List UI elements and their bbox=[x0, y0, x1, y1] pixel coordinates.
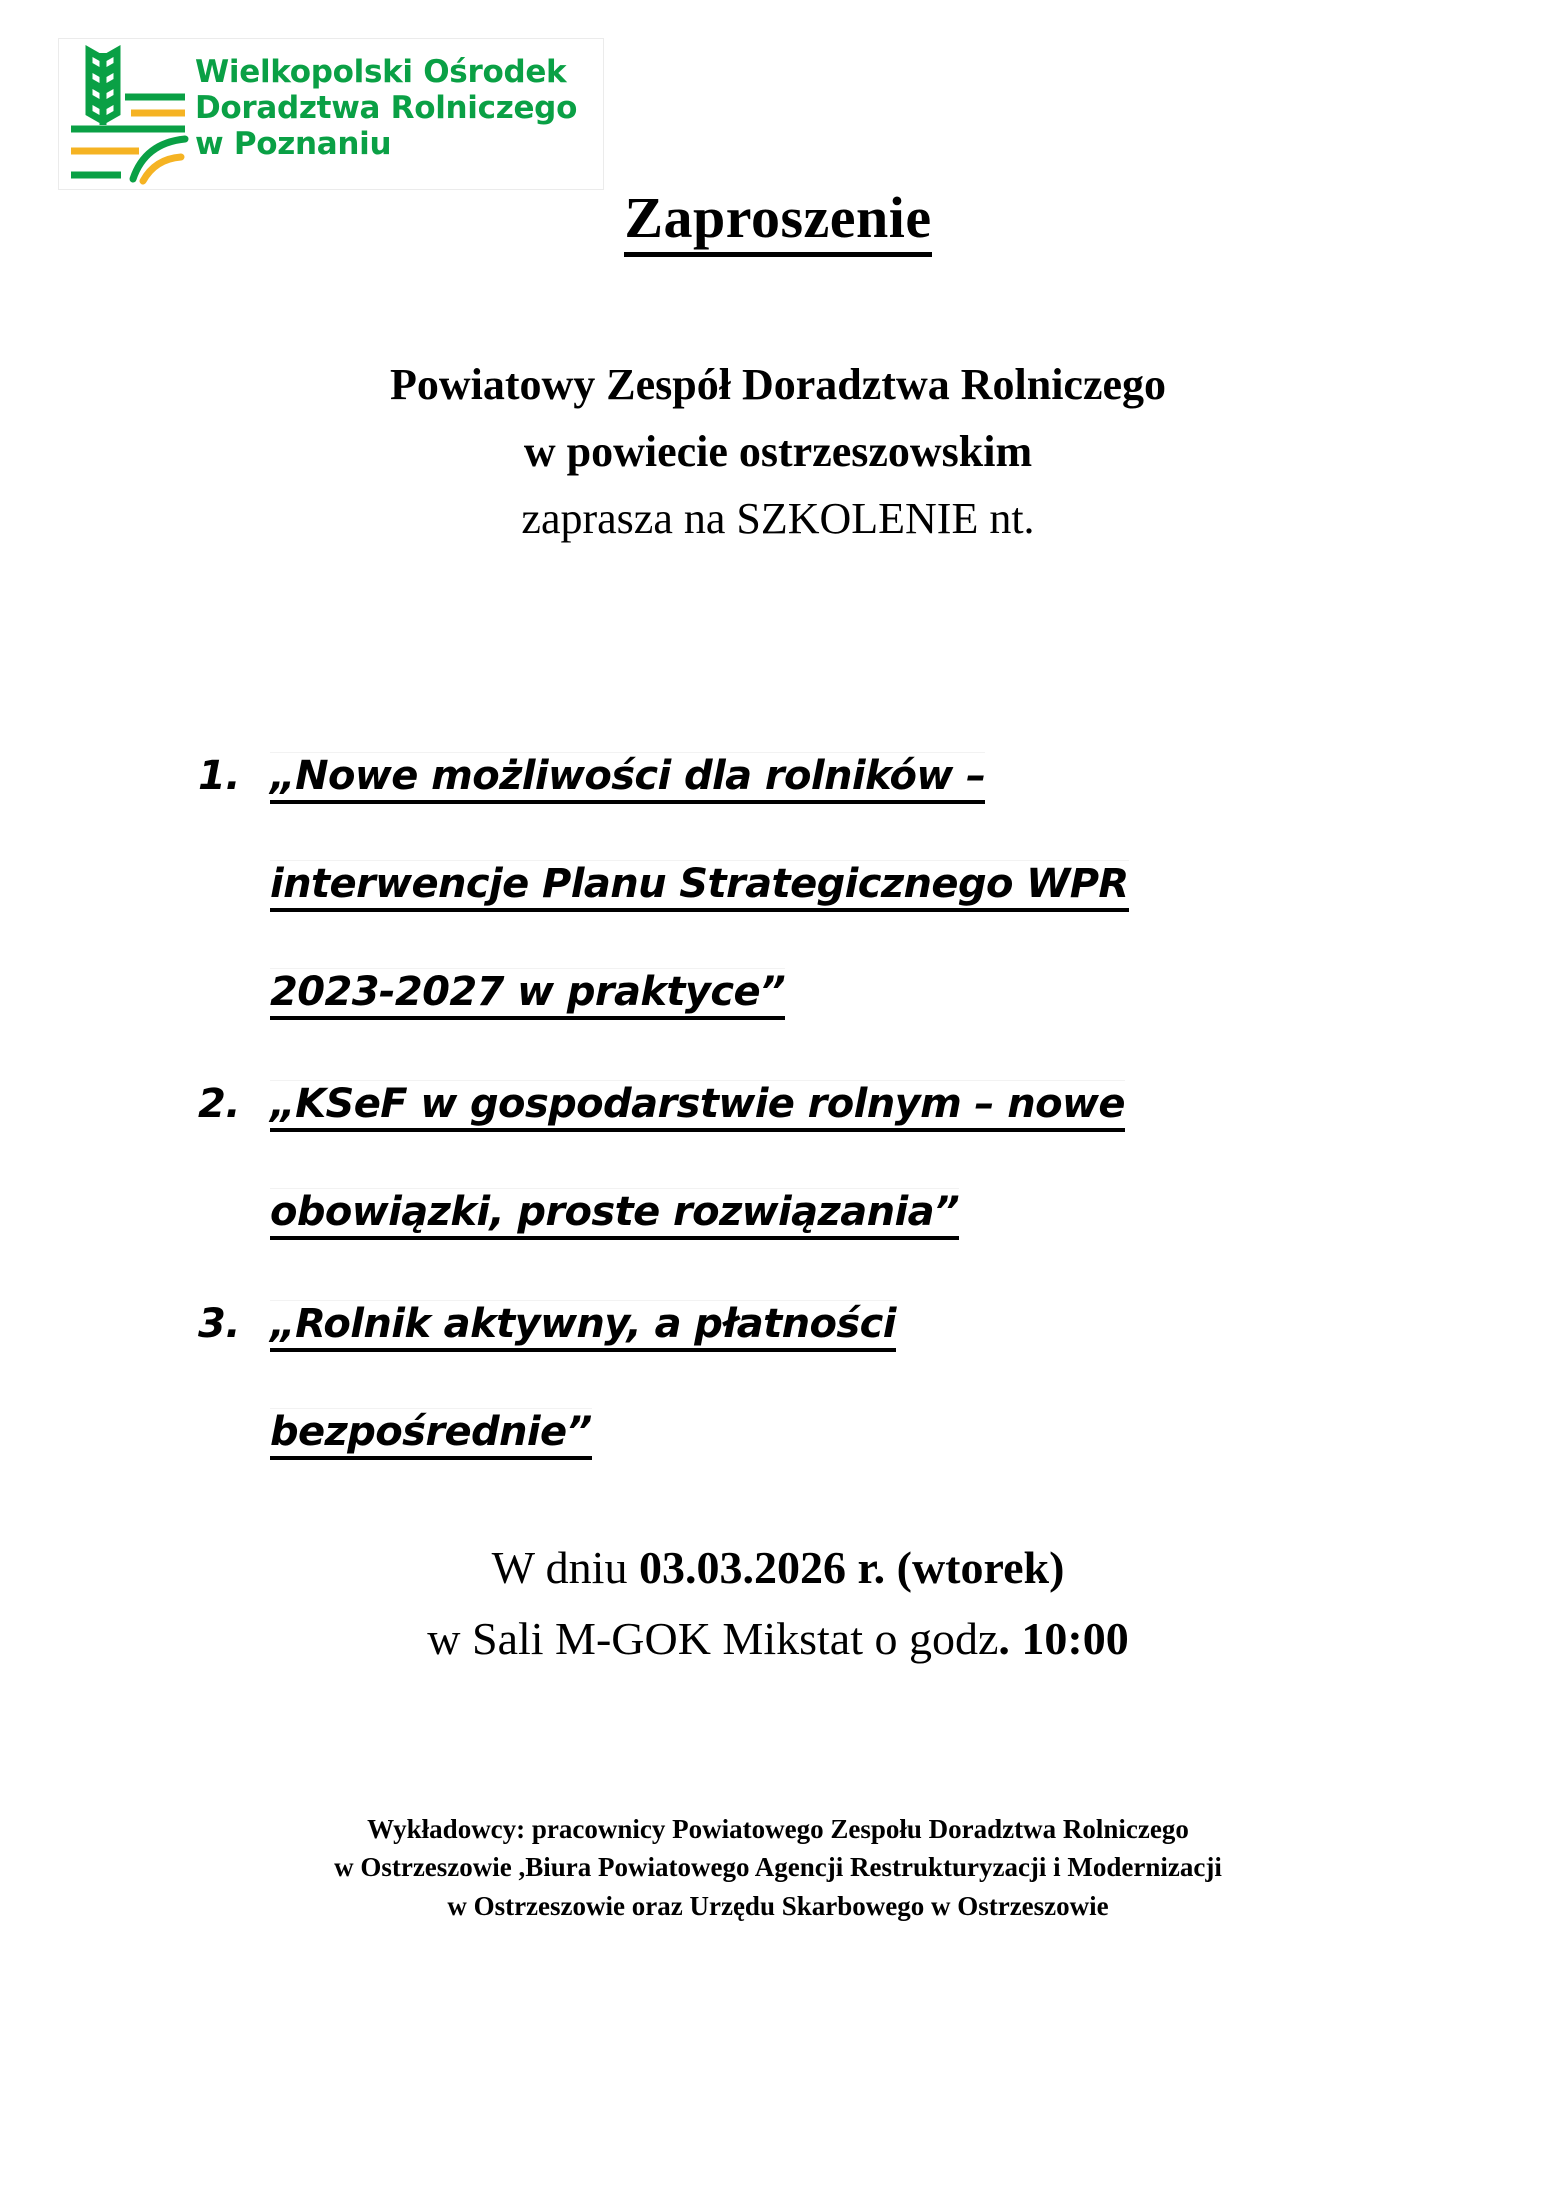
topic-text bbox=[270, 1050, 1378, 1266]
topic-number: 3. bbox=[198, 1301, 241, 1347]
training-topics-list bbox=[198, 722, 1378, 1490]
event-date-value: 03.03.2026 r. (wtorek) bbox=[638, 1542, 1065, 1593]
event-venue-line bbox=[120, 1603, 1436, 1674]
topic-number: 2. bbox=[198, 1081, 241, 1127]
event-date-prefix: W dniu bbox=[491, 1542, 639, 1593]
page-title bbox=[0, 185, 1556, 250]
topic-text bbox=[270, 722, 1378, 1046]
topic-line-text: 2023-2027 w praktyce” bbox=[270, 968, 785, 1020]
intro-line-1: Powiatowy Zespół Doradztwa Rolniczego bbox=[389, 360, 1166, 409]
topic-line-text: „Nowe możliwości dla rolników – bbox=[270, 752, 985, 804]
logo-line-3: w Poznaniu bbox=[195, 125, 392, 162]
topic-line bbox=[270, 1378, 1378, 1486]
list-item bbox=[198, 722, 1378, 1046]
intro-line-2: w powiecie ostrzeszowskim bbox=[523, 426, 1033, 476]
organization-logo bbox=[58, 38, 604, 190]
topic-line-text: interwencje Planu Strategicznego WPR bbox=[270, 860, 1129, 912]
topic-line bbox=[270, 830, 1378, 938]
topic-line-text: „Rolnik aktywny, a płatności bbox=[270, 1300, 896, 1352]
page-title-text: Zaproszenie bbox=[624, 185, 931, 257]
event-venue-separator: . bbox=[998, 1613, 1022, 1665]
topic-line bbox=[270, 1158, 1378, 1266]
credits-line-1: Wykładowcy: pracownicy Powiatowego Zespołu Doradztwa Rolniczego bbox=[367, 1814, 1189, 1844]
logo-line-2: Doradztwa Rolniczego bbox=[195, 89, 578, 126]
topic-line bbox=[270, 722, 1378, 830]
topic-line-text: „KSeF w gospodarstwie rolnym – nowe bbox=[270, 1080, 1125, 1132]
topic-line-text: obowiązki, proste rozwiązania” bbox=[270, 1188, 959, 1240]
list-item bbox=[198, 1050, 1378, 1266]
event-details bbox=[120, 1532, 1436, 1675]
event-venue-prefix: w Sali M-GOK Mikstat o godz bbox=[427, 1613, 999, 1665]
lecturers-credits bbox=[120, 1810, 1436, 1925]
credits-line-2: w Ostrzeszowie ,Biura Powiatowego Agencji Restrukturyzacji i Modernizacji bbox=[334, 1852, 1222, 1883]
credits-line-3: w Ostrzeszowie oraz Urzędu Skarbowego w Ostrzeszowie bbox=[447, 1890, 1109, 1921]
intro-block bbox=[120, 352, 1436, 553]
topic-line bbox=[270, 1050, 1378, 1158]
logo-line-1: Wielkopolski Ośrodek bbox=[195, 54, 567, 90]
topic-line bbox=[270, 1270, 1378, 1378]
topic-line bbox=[270, 938, 1378, 1046]
topic-line-text: bezpośrednie” bbox=[270, 1408, 592, 1460]
intro-line-3: zaprasza na SZKOLENIE nt. bbox=[521, 493, 1035, 543]
organization-wordmark bbox=[195, 55, 577, 163]
wheat-stalk-field-lines-logo-icon bbox=[59, 39, 189, 185]
topic-text bbox=[270, 1270, 1378, 1486]
list-item bbox=[198, 1270, 1378, 1486]
topic-number: 1. bbox=[198, 753, 241, 799]
event-time-value: 10:00 bbox=[1021, 1613, 1129, 1665]
event-date-line bbox=[120, 1532, 1436, 1603]
